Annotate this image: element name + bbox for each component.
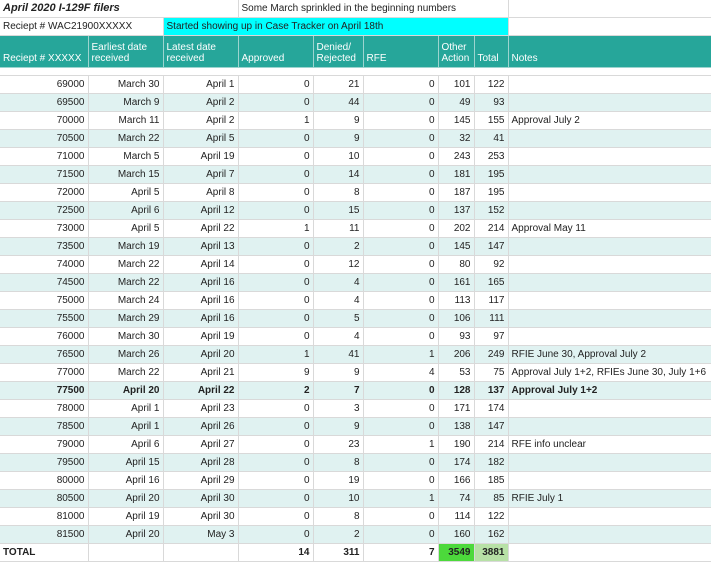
total-cell[interactable]: 3881: [474, 544, 508, 562]
table-row: [0, 94, 711, 112]
data-cell[interactable]: April 8: [163, 184, 238, 202]
data-cell[interactable]: 0: [363, 472, 438, 490]
data-cell[interactable]: March 30: [88, 328, 163, 346]
data-cell[interactable]: 160: [438, 526, 474, 544]
total-cell[interactable]: [508, 544, 711, 562]
data-cell[interactable]: 1: [238, 220, 313, 238]
data-cell[interactable]: 145: [438, 238, 474, 256]
column-header[interactable]: Earliest date received: [88, 36, 163, 68]
data-cell[interactable]: 155: [474, 112, 508, 130]
data-cell[interactable]: 114: [438, 508, 474, 526]
total-cell[interactable]: 7: [363, 544, 438, 562]
data-cell[interactable]: April 16: [163, 274, 238, 292]
data-cell[interactable]: 243: [438, 148, 474, 166]
total-cell[interactable]: [88, 544, 163, 562]
data-cell[interactable]: April 30: [163, 508, 238, 526]
data-cell[interactable]: 4: [313, 292, 363, 310]
data-cell[interactable]: 0: [238, 274, 313, 292]
notes-cell[interactable]: RFIE June 30, Approval July 2: [508, 346, 711, 364]
data-cell[interactable]: 0: [238, 256, 313, 274]
data-cell[interactable]: 69000: [0, 76, 88, 94]
data-cell[interactable]: March 5: [88, 148, 163, 166]
data-cell[interactable]: 195: [474, 184, 508, 202]
notes-cell[interactable]: [508, 130, 711, 148]
notes-cell[interactable]: [508, 472, 711, 490]
data-cell[interactable]: March 22: [88, 274, 163, 292]
data-cell[interactable]: 71500: [0, 166, 88, 184]
data-cell[interactable]: 0: [363, 526, 438, 544]
data-cell[interactable]: April 30: [163, 490, 238, 508]
data-cell[interactable]: 128: [438, 382, 474, 400]
data-cell[interactable]: April 5: [88, 220, 163, 238]
table-row: [0, 184, 711, 202]
receipt-prefix-cell[interactable]: Reciept # WAC21900XXXXX: [0, 18, 163, 36]
table-row: [0, 238, 711, 256]
data-cell[interactable]: 2: [313, 526, 363, 544]
data-cell[interactable]: April 16: [163, 310, 238, 328]
data-cell[interactable]: 85: [474, 490, 508, 508]
data-cell[interactable]: 0: [363, 256, 438, 274]
table-row: [0, 202, 711, 220]
data-cell[interactable]: March 24: [88, 292, 163, 310]
table-row: [0, 112, 711, 130]
data-cell[interactable]: 9: [313, 112, 363, 130]
table-row: [0, 274, 711, 292]
data-cell[interactable]: 12: [313, 256, 363, 274]
data-cell[interactable]: 0: [238, 166, 313, 184]
data-cell[interactable]: 101: [438, 76, 474, 94]
table-row: [0, 508, 711, 526]
data-cell[interactable]: April 6: [88, 436, 163, 454]
data-cell[interactable]: 0: [238, 238, 313, 256]
data-cell[interactable]: 0: [238, 490, 313, 508]
data-cell[interactable]: April 7: [163, 166, 238, 184]
data-cell[interactable]: 2: [238, 382, 313, 400]
table-row: [0, 220, 711, 238]
table-row: [0, 436, 711, 454]
data-cell[interactable]: March 30: [88, 76, 163, 94]
data-cell[interactable]: April 19: [88, 508, 163, 526]
data-cell[interactable]: April 5: [88, 184, 163, 202]
data-cell[interactable]: March 29: [88, 310, 163, 328]
data-cell[interactable]: March 19: [88, 238, 163, 256]
data-cell[interactable]: April 22: [163, 220, 238, 238]
data-cell[interactable]: April 5: [163, 130, 238, 148]
data-cell[interactable]: April 19: [163, 328, 238, 346]
data-cell[interactable]: 1: [363, 490, 438, 508]
data-cell[interactable]: 0: [363, 220, 438, 238]
data-cell[interactable]: 97: [474, 328, 508, 346]
table-row: [0, 400, 711, 418]
data-cell[interactable]: 214: [474, 436, 508, 454]
data-cell[interactable]: 152: [474, 202, 508, 220]
notes-cell[interactable]: [508, 274, 711, 292]
data-cell[interactable]: 138: [438, 418, 474, 436]
data-cell[interactable]: 206: [438, 346, 474, 364]
data-cell[interactable]: 171: [438, 400, 474, 418]
data-cell[interactable]: 4: [313, 274, 363, 292]
data-cell[interactable]: 44: [313, 94, 363, 112]
data-cell[interactable]: 80000: [0, 472, 88, 490]
total-cell[interactable]: 14: [238, 544, 313, 562]
data-cell[interactable]: 2: [313, 238, 363, 256]
data-cell[interactable]: 147: [474, 418, 508, 436]
total-label[interactable]: TOTAL: [0, 544, 88, 562]
data-cell[interactable]: 0: [238, 400, 313, 418]
data-cell[interactable]: 0: [363, 508, 438, 526]
data-cell[interactable]: April 1: [163, 76, 238, 94]
data-cell[interactable]: 32: [438, 130, 474, 148]
data-cell[interactable]: April 16: [163, 292, 238, 310]
top-note[interactable]: Some March sprinkled in the beginning numbers: [238, 0, 508, 18]
data-cell[interactable]: 75000: [0, 292, 88, 310]
table-row: [0, 472, 711, 490]
data-cell[interactable]: 21: [313, 76, 363, 94]
data-cell[interactable]: March 15: [88, 166, 163, 184]
data-cell[interactable]: March 22: [88, 130, 163, 148]
total-cell[interactable]: 3549: [438, 544, 474, 562]
data-cell[interactable]: April 27: [163, 436, 238, 454]
data-cell[interactable]: 7: [313, 382, 363, 400]
data-cell[interactable]: 93: [474, 94, 508, 112]
notes-cell[interactable]: [508, 292, 711, 310]
table-row: [0, 148, 711, 166]
data-cell[interactable]: April 20: [88, 382, 163, 400]
data-cell[interactable]: 0: [238, 436, 313, 454]
notes-cell[interactable]: [508, 76, 711, 94]
column-header[interactable]: Reciept # XXXXX: [0, 36, 88, 68]
data-cell[interactable]: 165: [474, 274, 508, 292]
table-row: [0, 526, 711, 544]
data-cell[interactable]: 0: [363, 292, 438, 310]
column-header[interactable]: RFE: [363, 36, 438, 68]
column-header[interactable]: Latest date received: [163, 36, 238, 68]
data-cell[interactable]: 9: [313, 364, 363, 382]
sheet-title[interactable]: April 2020 I-129F filers: [0, 0, 238, 18]
data-cell[interactable]: April 22: [163, 382, 238, 400]
data-cell[interactable]: 73500: [0, 238, 88, 256]
data-cell[interactable]: 11: [313, 220, 363, 238]
notes-cell[interactable]: [508, 256, 711, 274]
data-cell[interactable]: 81500: [0, 526, 88, 544]
data-cell[interactable]: 0: [363, 94, 438, 112]
data-cell[interactable]: 0: [363, 202, 438, 220]
data-cell[interactable]: April 13: [163, 238, 238, 256]
table-row: [0, 166, 711, 184]
data-cell[interactable]: 113: [438, 292, 474, 310]
data-cell[interactable]: April 28: [163, 454, 238, 472]
data-cell[interactable]: April 16: [88, 472, 163, 490]
data-cell[interactable]: March 9: [88, 94, 163, 112]
notes-cell[interactable]: [508, 400, 711, 418]
data-cell[interactable]: 122: [474, 508, 508, 526]
data-cell[interactable]: 1: [363, 436, 438, 454]
data-cell[interactable]: 9: [313, 418, 363, 436]
data-cell[interactable]: 147: [474, 238, 508, 256]
data-cell[interactable]: 0: [238, 526, 313, 544]
notes-cell[interactable]: [508, 94, 711, 112]
data-cell[interactable]: 41: [474, 130, 508, 148]
data-cell[interactable]: 0: [238, 94, 313, 112]
data-cell[interactable]: 10: [313, 490, 363, 508]
header-row: [0, 36, 711, 68]
table-row: [0, 418, 711, 436]
data-cell[interactable]: April 2: [163, 94, 238, 112]
data-cell[interactable]: 19: [313, 472, 363, 490]
data-cell[interactable]: 0: [363, 76, 438, 94]
data-cell[interactable]: April 1: [88, 418, 163, 436]
data-cell[interactable]: April 26: [163, 418, 238, 436]
notes-cell[interactable]: RFIE July 1: [508, 490, 711, 508]
data-cell[interactable]: 0: [238, 508, 313, 526]
data-cell[interactable]: 161: [438, 274, 474, 292]
data-cell[interactable]: 78000: [0, 400, 88, 418]
table-row: [0, 310, 711, 328]
notes-cell[interactable]: [508, 328, 711, 346]
data-cell[interactable]: 53: [438, 364, 474, 382]
empty-cell[interactable]: [508, 18, 711, 36]
data-cell[interactable]: 0: [363, 418, 438, 436]
data-cell[interactable]: April 21: [163, 364, 238, 382]
data-cell[interactable]: 0: [363, 400, 438, 418]
data-cell[interactable]: 117: [474, 292, 508, 310]
spacer-row: [0, 68, 711, 76]
data-cell[interactable]: 0: [238, 418, 313, 436]
data-cell[interactable]: April 20: [88, 526, 163, 544]
notes-cell[interactable]: [508, 508, 711, 526]
notes-cell[interactable]: RFE info unclear: [508, 436, 711, 454]
data-cell[interactable]: 166: [438, 472, 474, 490]
data-cell[interactable]: 0: [363, 112, 438, 130]
data-cell[interactable]: 0: [363, 184, 438, 202]
data-cell[interactable]: 0: [238, 328, 313, 346]
case-tracker-note[interactable]: Started showing up in Case Tracker on April 18th: [163, 18, 508, 36]
column-header[interactable]: Notes: [508, 36, 711, 68]
data-cell[interactable]: 69500: [0, 94, 88, 112]
data-cell[interactable]: 174: [438, 454, 474, 472]
table-row: [0, 490, 711, 508]
data-cell[interactable]: 0: [238, 76, 313, 94]
table-row: [0, 130, 711, 148]
data-cell[interactable]: 80500: [0, 490, 88, 508]
data-cell[interactable]: 174: [474, 400, 508, 418]
data-cell[interactable]: 77000: [0, 364, 88, 382]
empty-cell[interactable]: [508, 0, 711, 18]
notes-cell[interactable]: [508, 310, 711, 328]
data-cell[interactable]: 190: [438, 436, 474, 454]
data-cell[interactable]: 0: [363, 310, 438, 328]
table-row: [0, 292, 711, 310]
data-cell[interactable]: 202: [438, 220, 474, 238]
data-cell[interactable]: 181: [438, 166, 474, 184]
notes-cell[interactable]: Approval July 1+2: [508, 382, 711, 400]
notes-cell[interactable]: Approval May 11: [508, 220, 711, 238]
data-cell[interactable]: 8: [313, 508, 363, 526]
data-cell[interactable]: 0: [363, 166, 438, 184]
table-row: [0, 364, 711, 382]
data-cell[interactable]: April 23: [163, 400, 238, 418]
data-cell[interactable]: 74: [438, 490, 474, 508]
notes-cell[interactable]: [508, 166, 711, 184]
data-cell[interactable]: 111: [474, 310, 508, 328]
data-cell[interactable]: 0: [363, 382, 438, 400]
data-cell[interactable]: 0: [238, 148, 313, 166]
data-cell[interactable]: 10: [313, 148, 363, 166]
data-cell[interactable]: March 26: [88, 346, 163, 364]
data-cell[interactable]: April 1: [88, 400, 163, 418]
data-cell[interactable]: 3: [313, 400, 363, 418]
notes-cell[interactable]: [508, 148, 711, 166]
data-cell[interactable]: 70000: [0, 112, 88, 130]
data-cell[interactable]: 73000: [0, 220, 88, 238]
data-cell[interactable]: April 6: [88, 202, 163, 220]
data-cell[interactable]: May 3: [163, 526, 238, 544]
data-cell[interactable]: 79500: [0, 454, 88, 472]
data-cell[interactable]: 187: [438, 184, 474, 202]
total-cell[interactable]: [163, 544, 238, 562]
data-cell[interactable]: 0: [238, 472, 313, 490]
data-cell[interactable]: 9: [238, 364, 313, 382]
data-cell[interactable]: March 22: [88, 364, 163, 382]
data-cell[interactable]: 253: [474, 148, 508, 166]
data-cell[interactable]: April 19: [163, 148, 238, 166]
data-cell[interactable]: 0: [363, 328, 438, 346]
total-cell[interactable]: 311: [313, 544, 363, 562]
data-cell[interactable]: 8: [313, 454, 363, 472]
data-cell[interactable]: 14: [313, 166, 363, 184]
data-cell[interactable]: April 2: [163, 112, 238, 130]
notes-cell[interactable]: Approval July 2: [508, 112, 711, 130]
data-cell[interactable]: 195: [474, 166, 508, 184]
data-cell[interactable]: 182: [474, 454, 508, 472]
data-cell[interactable]: 79000: [0, 436, 88, 454]
data-cell[interactable]: 249: [474, 346, 508, 364]
data-cell[interactable]: April 20: [88, 490, 163, 508]
notes-cell[interactable]: [508, 184, 711, 202]
data-cell[interactable]: March 11: [88, 112, 163, 130]
data-cell[interactable]: 1: [238, 346, 313, 364]
data-cell[interactable]: 78500: [0, 418, 88, 436]
notes-cell[interactable]: [508, 418, 711, 436]
table-row: [0, 256, 711, 274]
data-cell[interactable]: 137: [438, 202, 474, 220]
data-cell[interactable]: 0: [363, 238, 438, 256]
notes-cell[interactable]: Approval July 1+2, RFIEs June 30, July 1+6: [508, 364, 711, 382]
data-cell[interactable]: 145: [438, 112, 474, 130]
data-cell[interactable]: 4: [313, 328, 363, 346]
data-cell[interactable]: 106: [438, 310, 474, 328]
notes-cell[interactable]: [508, 454, 711, 472]
data-cell[interactable]: April 15: [88, 454, 163, 472]
data-cell[interactable]: 77500: [0, 382, 88, 400]
data-cell[interactable]: 49: [438, 94, 474, 112]
data-cell[interactable]: 23: [313, 436, 363, 454]
data-cell[interactable]: 0: [363, 454, 438, 472]
data-cell[interactable]: 0: [363, 130, 438, 148]
data-cell[interactable]: 185: [474, 472, 508, 490]
data-cell[interactable]: 72000: [0, 184, 88, 202]
data-cell[interactable]: April 14: [163, 256, 238, 274]
data-cell[interactable]: 9: [313, 130, 363, 148]
data-cell[interactable]: 1: [363, 346, 438, 364]
data-cell[interactable]: 0: [238, 310, 313, 328]
data-cell[interactable]: 0: [238, 184, 313, 202]
data-cell[interactable]: 1: [238, 112, 313, 130]
data-cell[interactable]: 74000: [0, 256, 88, 274]
data-cell[interactable]: 92: [474, 256, 508, 274]
data-cell[interactable]: 41: [313, 346, 363, 364]
data-cell[interactable]: 15: [313, 202, 363, 220]
table-row: [0, 454, 711, 472]
data-cell[interactable]: 76000: [0, 328, 88, 346]
data-cell[interactable]: 4: [363, 364, 438, 382]
data-cell[interactable]: 0: [238, 292, 313, 310]
data-cell[interactable]: 0: [363, 148, 438, 166]
data-cell[interactable]: 137: [474, 382, 508, 400]
table-row: [0, 382, 711, 400]
data-cell[interactable]: 214: [474, 220, 508, 238]
notes-cell[interactable]: [508, 238, 711, 256]
data-cell[interactable]: 162: [474, 526, 508, 544]
data-cell[interactable]: 80: [438, 256, 474, 274]
data-cell[interactable]: 0: [238, 202, 313, 220]
column-header[interactable]: Denied/ Rejected: [313, 36, 363, 68]
data-cell[interactable]: April 29: [163, 472, 238, 490]
data-cell[interactable]: 75: [474, 364, 508, 382]
data-cell[interactable]: 71000: [0, 148, 88, 166]
column-header[interactable]: Approved: [238, 36, 313, 68]
data-cell[interactable]: 81000: [0, 508, 88, 526]
notes-cell[interactable]: [508, 526, 711, 544]
column-header[interactable]: Total: [474, 36, 508, 68]
data-cell[interactable]: April 20: [163, 346, 238, 364]
data-cell[interactable]: 76500: [0, 346, 88, 364]
data-cell[interactable]: March 22: [88, 256, 163, 274]
data-cell[interactable]: 70500: [0, 130, 88, 148]
column-header[interactable]: Other Action: [438, 36, 474, 68]
data-cell[interactable]: 93: [438, 328, 474, 346]
table-row: [0, 328, 711, 346]
data-cell[interactable]: 5: [313, 310, 363, 328]
notes-cell[interactable]: [508, 202, 711, 220]
data-cell[interactable]: 0: [238, 130, 313, 148]
data-cell[interactable]: 72500: [0, 202, 88, 220]
table-row: [0, 346, 711, 364]
data-cell[interactable]: 75500: [0, 310, 88, 328]
total-row: [0, 544, 711, 562]
data-cell[interactable]: 122: [474, 76, 508, 94]
table-row: [0, 76, 711, 94]
data-cell[interactable]: 74500: [0, 274, 88, 292]
data-cell[interactable]: 8: [313, 184, 363, 202]
data-cell[interactable]: 0: [363, 274, 438, 292]
data-cell[interactable]: April 12: [163, 202, 238, 220]
data-cell[interactable]: 0: [238, 454, 313, 472]
